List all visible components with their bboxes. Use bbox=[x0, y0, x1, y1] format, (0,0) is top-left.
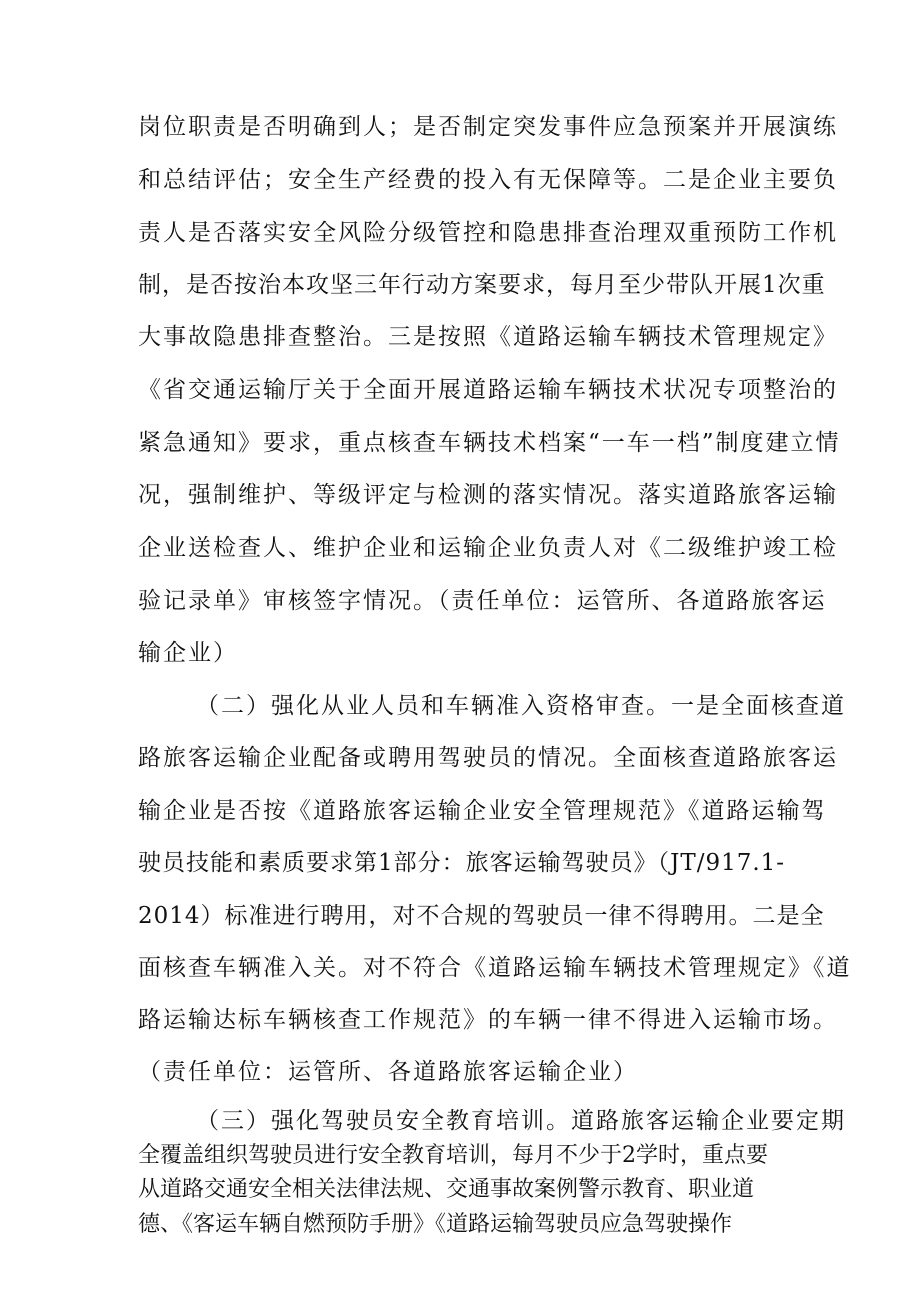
paragraph-3-line: 全覆盖组织驾驶员进行安全教育培训，每月不少于2学时，重点要 bbox=[138, 1143, 768, 1168]
paragraph-1-line: 输企业） bbox=[138, 640, 238, 666]
paragraph-2-line: 面核查车辆准入关。对不符合《道路运输车辆技术管理规定》《道 bbox=[138, 955, 852, 981]
paragraph-2-line: （二）强化从业人员和车辆准入资格审查。一是全面核查道 bbox=[196, 693, 846, 719]
paragraph-1-line: 制，是否按治本攻坚三年行动方案要求，每月至少带队开展1次重 bbox=[138, 272, 826, 298]
paragraph-1-line: 况，强制维护、等级评定与检测的落实情况。落实道路旅客运输 bbox=[138, 482, 838, 508]
paragraph-1-line: 和总结评估；安全生产经费的投入有无保障等。二是企业主要负 bbox=[138, 167, 838, 193]
paragraph-3-line: 从道路交通安全相关法律法规、交通事故案例警示教育、职业道 bbox=[138, 1177, 755, 1202]
paragraph-2-line: 2014）标准进行聘用，对不合规的驾驶员一律不得聘用。二是全 bbox=[138, 903, 825, 929]
paragraph-3-line: 德、《客运车辆自燃预防手册》《道路运输驾驶员应急驾驶操作 bbox=[138, 1212, 733, 1237]
paragraph-2-line: 驶员技能和素质要求第1部分：旅客运输驾驶员》（JT/917.1- bbox=[138, 850, 786, 876]
paragraph-1-line: 验记录单》审核签字情况。（责任单位：运管所、各道路旅客运 bbox=[138, 588, 827, 614]
paragraph-2-line: （责任单位：运管所、各道路旅客运输企业） bbox=[138, 1059, 638, 1085]
paragraph-1-line: 岗位职责是否明确到人；是否制定突发事件应急预案并开展演练 bbox=[138, 114, 838, 140]
paragraph-2-line: 输企业是否按《道路旅客运输企业安全管理规范》《道路运输驾 bbox=[138, 798, 827, 824]
paragraph-2-line: 路旅客运输企业配备或聘用驾驶员的情况。全面核查道路旅客运 bbox=[138, 745, 838, 771]
paragraph-1-line: 《省交通运输厅关于全面开展道路运输车辆技术状况专项整治的 bbox=[138, 377, 838, 403]
paragraph-1-line: 责人是否落实安全风险分级管控和隐患排查治理双重预防工作机 bbox=[138, 220, 838, 246]
paragraph-1-line: 大事故隐患排查整治。三是按照《道路运输车辆技术管理规定》 bbox=[138, 324, 838, 350]
paragraph-1-line: 紧急通知》要求，重点核查车辆技术档案“一车一档”制度建立情 bbox=[138, 430, 841, 456]
paragraph-3-line: （三）强化驾驶员安全教育培训。道路旅客运输企业要定期 bbox=[196, 1108, 846, 1134]
paragraph-1-line: 企业送检查人、维护企业和运输企业负责人对《二级维护竣工检 bbox=[138, 535, 838, 561]
paragraph-2-line: 路运输达标车辆核查工作规范》的车辆一律不得进入运输市场。 bbox=[138, 1007, 838, 1033]
